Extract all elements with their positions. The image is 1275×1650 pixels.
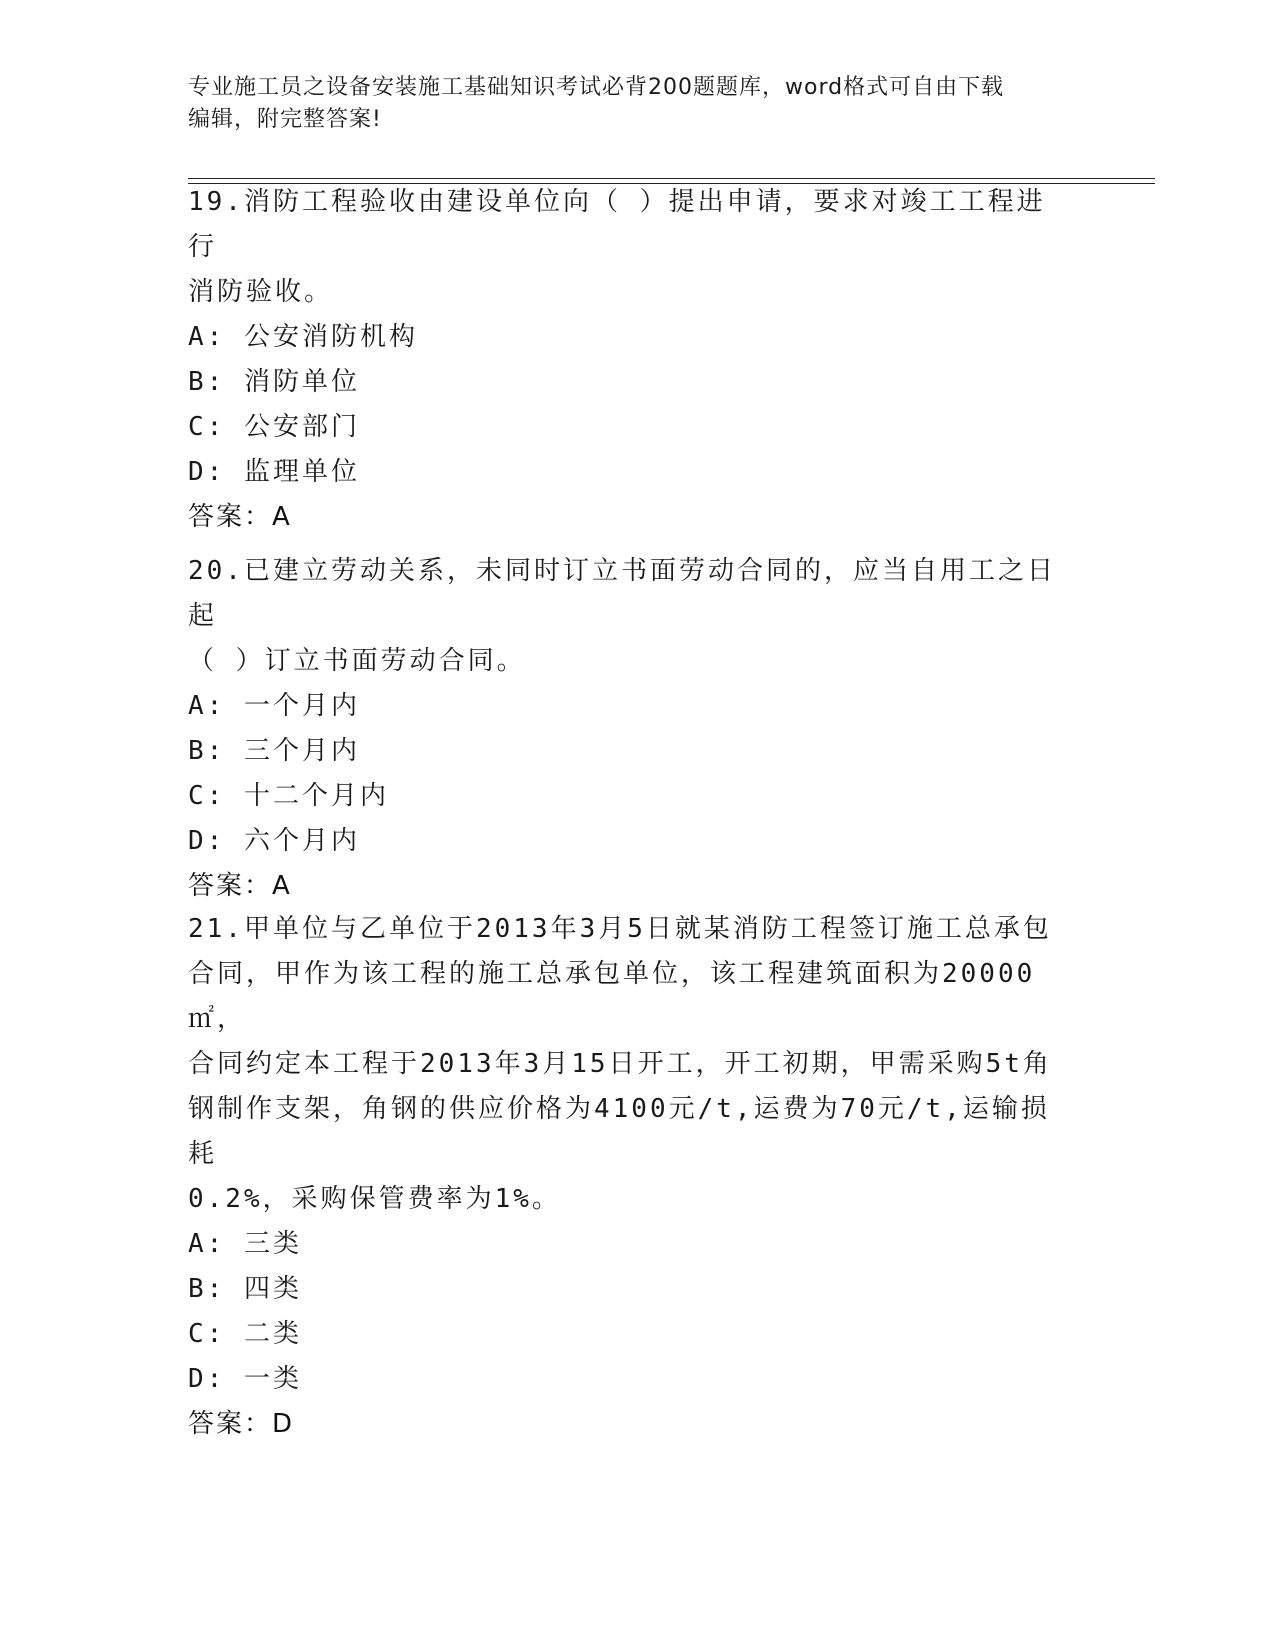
document-header: [188, 72, 1068, 136]
header-title-line-2: 编辑，附完整答案!: [188, 107, 382, 132]
question-text-line: （ ）订立书面劳动合同。: [188, 646, 526, 676]
option-a: [188, 315, 1068, 360]
question-text-line: 0.2%，采购保管费率为1%。: [188, 1184, 561, 1214]
question-19: [188, 180, 1068, 540]
option-key: B:: [188, 736, 226, 766]
option-text: 六个月内: [243, 826, 360, 856]
header-title-line-1: 专业施工员之设备安装施工基础知识考试必背200题题库，word格式可自由下载: [188, 75, 1005, 100]
question-20: [188, 549, 1068, 909]
option-key: A:: [188, 322, 226, 352]
option-text: 三个月内: [243, 736, 360, 766]
option-key: D:: [188, 1364, 226, 1394]
question-text-line: 合同，甲作为该工程的施工总承包单位，该工程建筑面积为20000㎡，: [188, 959, 1036, 1034]
option-b: [188, 729, 1068, 774]
option-text: 一个月内: [243, 691, 360, 721]
answer-line: 答案：D: [188, 1409, 295, 1439]
option-key: C:: [188, 781, 226, 811]
option-text: 二类: [243, 1319, 302, 1349]
option-text: 三类: [243, 1229, 302, 1259]
option-d: [188, 1357, 1068, 1402]
option-a: [188, 1222, 1068, 1267]
option-key: B:: [188, 1274, 226, 1304]
option-text: 十二个月内: [243, 781, 389, 811]
option-key: C:: [188, 412, 226, 442]
option-b: [188, 360, 1068, 405]
option-key: A:: [188, 691, 226, 721]
option-text: 公安消防机构: [243, 322, 418, 352]
option-key: D:: [188, 457, 226, 487]
option-text: 公安部门: [243, 412, 360, 442]
question-text-line: 20.已建立劳动关系，未同时订立书面劳动合同的，应当自用工之日起: [188, 556, 1056, 631]
option-key: B:: [188, 367, 226, 397]
option-c: [188, 774, 1068, 819]
question-text-line: 21.甲单位与乙单位于2013年3月5日就某消防工程签订施工总承包: [188, 914, 1052, 944]
question-text-line: 消防验收。: [188, 277, 334, 307]
option-text: 消防单位: [243, 367, 360, 397]
option-c: [188, 1312, 1068, 1357]
option-key: C:: [188, 1319, 226, 1349]
answer-line: 答案：A: [188, 871, 292, 901]
option-d: [188, 819, 1068, 864]
question-text-line: 合同约定本工程于2013年3月15日开工，开工初期，甲需采购5t角: [188, 1049, 1052, 1079]
option-d: [188, 450, 1068, 495]
option-a: [188, 684, 1068, 729]
option-c: [188, 405, 1068, 450]
answer-line: 答案：A: [188, 502, 292, 532]
option-text: 四类: [243, 1274, 302, 1304]
question-text-line: 19.消防工程验收由建设单位向（ ）提出申请，要求对竣工工程进行: [188, 187, 1046, 262]
option-b: [188, 1267, 1068, 1312]
question-21: [188, 907, 1068, 1447]
option-key: D:: [188, 826, 226, 856]
question-text-line: 钢制作支架，角钢的供应价格为4100元/t,运费为70元/t,运输损耗: [188, 1094, 1050, 1169]
option-key: A:: [188, 1229, 226, 1259]
option-text: 一类: [243, 1364, 302, 1394]
option-text: 监理单位: [243, 457, 360, 487]
